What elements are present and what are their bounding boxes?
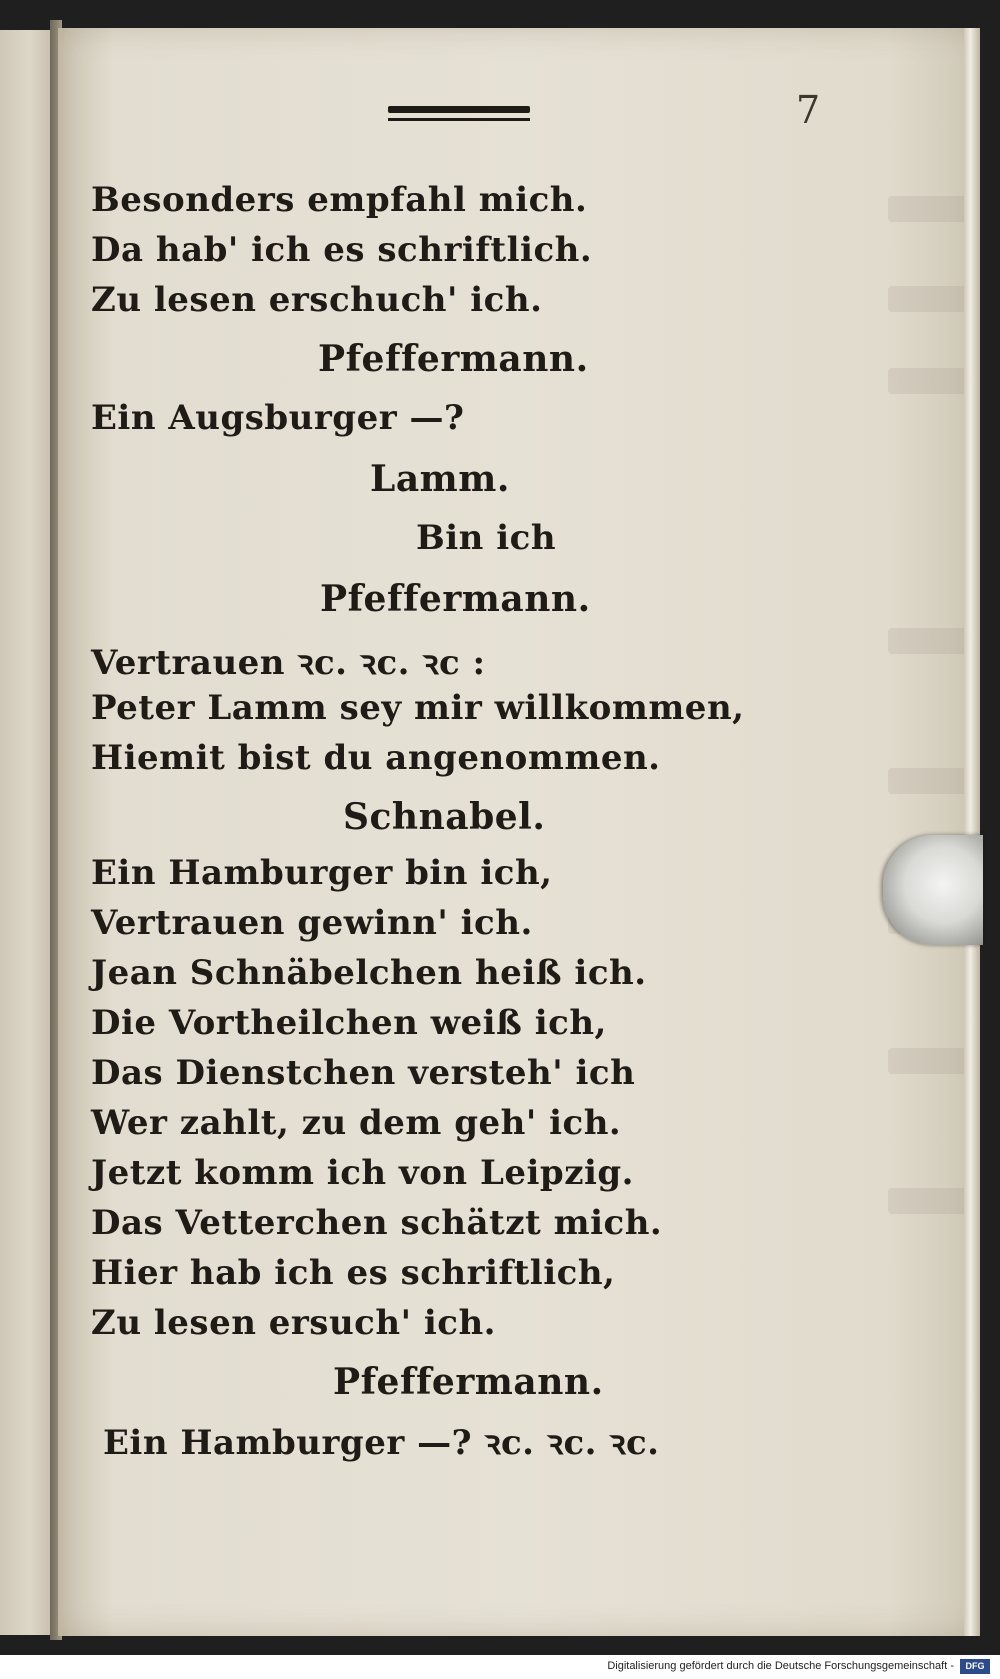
verse-line: Da hab' ich es schriftlich.	[91, 230, 593, 270]
verse-line: Ein Hamburger —? ꝛc. ꝛc. ꝛc.	[103, 1423, 660, 1463]
verse-line: Vertrauen gewinn' ich.	[91, 903, 533, 943]
verse-line: Peter Lamm sey mir willkommen,	[91, 688, 745, 728]
dfg-logo: DFG	[960, 1659, 990, 1674]
verse-line: Zu lesen erschuch' ich.	[91, 280, 543, 320]
verse-line: Besonders empfahl mich.	[91, 180, 588, 220]
verse-line: Jean Schnäbelchen heiß ich.	[91, 953, 647, 993]
verse-line: Wer zahlt, zu dem geh' ich.	[91, 1103, 622, 1143]
page-number: 7	[796, 88, 821, 132]
verse-line: Das Vetterchen schätzt mich.	[91, 1203, 663, 1243]
ornamental-rule	[388, 106, 530, 121]
verse-line: Das Dienstchen versteh' ich	[91, 1053, 636, 1093]
verse-line: Hier hab ich es schriftlich,	[91, 1253, 616, 1293]
verse-line: Jetzt komm ich von Leipzig.	[91, 1153, 635, 1193]
verse-line: Hiemit bist du angenommen.	[91, 738, 661, 778]
verse-line: Bin ich	[416, 518, 557, 558]
speaker-name: Lamm.	[370, 458, 510, 500]
digitization-footer	[0, 1655, 1000, 1679]
speaker-name: Pfeffermann.	[333, 1361, 604, 1403]
verse-line: Zu lesen ersuch' ich.	[91, 1303, 497, 1343]
glass-page-weight	[883, 835, 983, 945]
verse-line: Die Vortheilchen weiß ich,	[91, 1003, 607, 1043]
footer-credit: Digitalisierung gefördert durch die Deutsche Forschungsgemeinschaft -	[607, 1660, 954, 1672]
speaker-name: Pfeffermann.	[318, 338, 589, 380]
facing-page-edge	[0, 30, 50, 1635]
book-page	[58, 28, 980, 1636]
speaker-name: Schnabel.	[343, 796, 546, 838]
verse-line: Vertrauen ꝛc. ꝛc. ꝛc :	[91, 643, 486, 683]
page-edge	[964, 28, 980, 1636]
speaker-name: Pfeffermann.	[320, 578, 591, 620]
verse-line: Ein Augsburger —?	[91, 398, 465, 438]
verse-line: Ein Hamburger bin ich,	[91, 853, 553, 893]
